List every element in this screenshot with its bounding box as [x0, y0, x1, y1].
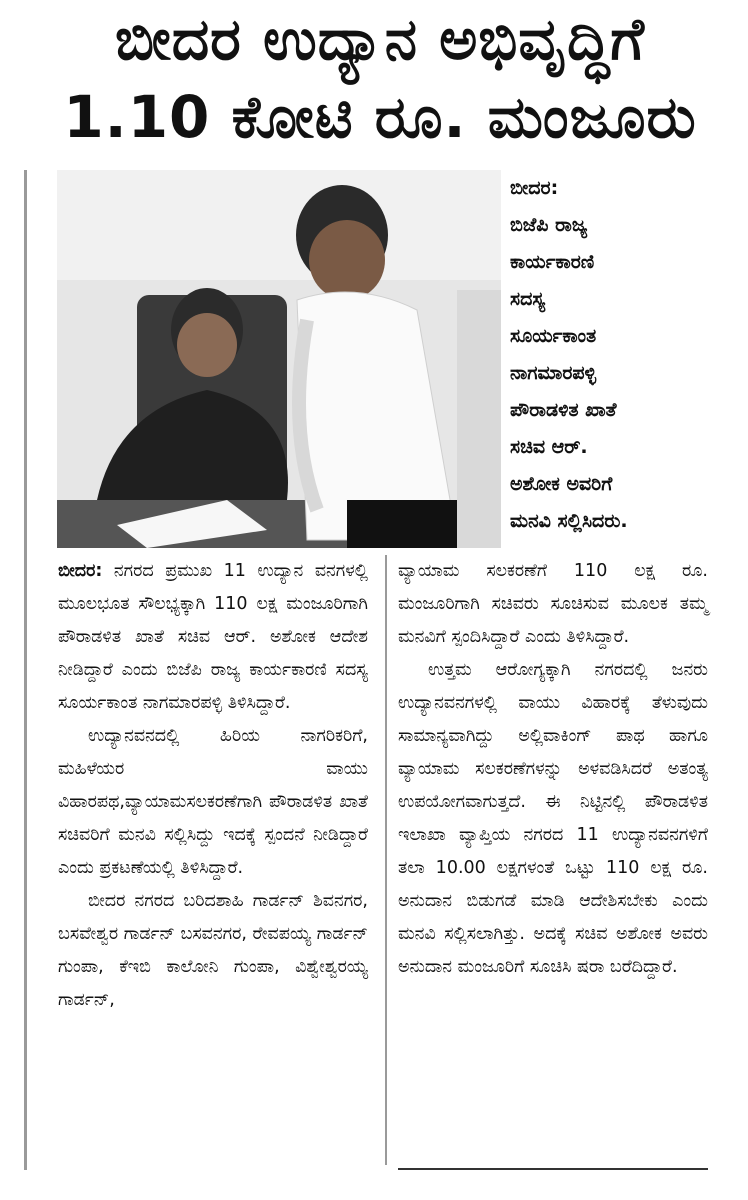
caption-line: ಕಾರ್ಯಕಾರಣಿ	[510, 251, 595, 273]
photo-illustration	[57, 170, 501, 548]
article-paragraph: ಉದ್ಯಾನವನದಲ್ಲಿ ಹಿರಿಯ ನಾಗರಿಕರಿಗೆ, ಮಹಿಳೆಯರ ವಾಯು ವಿಹಾರಪಥ,ವ್ಯಾಯಾಮಸಲಕರಣೆಗಾಗಿ ಪೌರಾಡಳಿತ ಖಾತೆ ಸಚಿವರಿಗೆ ಮನವಿ ಸಲ್ಲಿಸಿದ್ದು ಇದಕ್ಕೆ ಸ್ಪಂದನೆ ನೀಡಿದ್ದಾರೆ ಎಂದು ಪ್ರಕಟಣೆಯಲ್ಲಿ ತಿಳಿಸಿದ್ದಾರೆ.	[58, 726, 368, 878]
article-paragraph	[58, 555, 368, 720]
article-column-left	[58, 555, 368, 1017]
caption-line: ಸಚಿವ ಆರ್.	[510, 436, 588, 458]
dateline: ಬೀದರ:	[58, 561, 103, 581]
bottom-rule	[398, 1168, 708, 1170]
article-paragraph: ಬೀದರ ನಗರದ ಬರಿದಶಾಹಿ ಗಾರ್ಡನ್ ಶಿವನಗರ, ಬಸವೇಶ್ವರ ಗಾರ್ಡನ್ ಬಸವನಗರ, ರೇವಪಯ್ಯ ಗಾರ್ಡನ್ ಗುಂಪಾ, ಕೆಇಬಿ ಕಾಲೋನಿ ಗುಂಪಾ, ವಿಶ್ವೇಶ್ವರಯ್ಯ ಗಾರ್ಡನ್,	[58, 891, 368, 1010]
column-divider	[385, 555, 387, 1165]
caption-line: ಮನವಿ ಸಲ್ಲಿಸಿದರು.	[510, 510, 628, 532]
headline-line-1: ಬೀದರ ಉದ್ಯಾನ ಅಭಿವೃದ್ಧಿಗೆ	[115, 5, 645, 73]
article-paragraph: ಉತ್ತಮ ಆರೋಗ್ಯಕ್ಕಾಗಿ ನಗರದಲ್ಲಿ ಜನರು ಉದ್ಯಾನವನಗಳಲ್ಲಿ ವಾಯು ವಿಹಾರಕ್ಕೆ ತೆಳುವುದು ಸಾಮಾನ್ಯವಾಗಿದ್ದು ಅಲ್ಲಿವಾಕಿಂಗ್ ಪಾಥ ಹಾಗೂ ವ್ಯಾಯಾಮ ಸಲಕರಣೆಗಳನ್ನು ಅಳವಡಿಸಿದರೆ ಅತಂತ್ಯ ಉಪಯೋಗವಾಗುತ್ತದೆ. ಈ ನಿಟ್ಟಿನಲ್ಲಿ ಪೌರಾಡಳಿತ ಇಲಾಖಾ ವ್ಯಾಪ್ತಿಯ ನಗರದ 11 ಉದ್ಯಾನವನಗಳಿಗೆ ತಲಾ 10.00 ಲಕ್ಷಗಳಂತೆ ಒಟ್ಟು 110 ಲಕ್ಷ ರೂ. ಅನುದಾನ ಬಿಡುಗಡೆ ಮಾಡಿ ಆದೇಶಿಸಬೇಕು ಎಂದು ಮನವಿ ಸಲ್ಲಿಸಲಾಗಿತ್ತು. ಅದಕ್ಕೆ ಸಚಿವ ಅಶೋಕ ಅವರು ಅನುದಾನ ಮಂಜೂರಿಗೆ ಸೂಚಿಸಿ ಷರಾ ಬರೆದಿದ್ದಾರೆ.	[398, 660, 708, 977]
photo-caption	[510, 170, 735, 540]
headline	[20, 0, 740, 156]
caption-line: ಸದಸ್ಯ	[510, 288, 546, 310]
caption-line: ಅಶೋಕ ಅವರಿಗೆ	[510, 473, 613, 495]
caption-line: ಬೀದರ:	[510, 177, 559, 199]
caption-line: ಬಿಜೆಪಿ ರಾಜ್ಯ	[510, 214, 588, 236]
caption-line: ನಾಗಮಾರಪಳ್ಳಿ	[510, 362, 597, 384]
news-photo	[57, 170, 501, 548]
paragraph-text: ನಗರದ ಪ್ರಮುಖ 11 ಉದ್ಯಾನ ವನಗಳಲ್ಲಿ ಮೂಲಭೂತ ಸೌಲಭ್ಯಕ್ಕಾಗಿ 110 ಲಕ್ಷ ಮಂಜೂರಿಗಾಗಿ ಪೌರಾಡಳಿತ ಖಾತೆ ಸಚಿವ ಆರ್. ಅಶೋಕ ಆದೇಶ ನೀಡಿದ್ದಾರೆ ಎಂದು ಬಿಜೆಪಿ ರಾಜ್ಯ ಕಾರ್ಯಕಾರಣಿ ಸದಸ್ಯ ಸೂರ್ಯಕಾಂತ ನಾಗಮಾರಪಳ್ಳಿ ತಿಳಿಸಿದ್ದಾರೆ.	[58, 561, 368, 713]
article-paragraph: ವ್ಯಾಯಾಮ ಸಲಕರಣೆಗೆ 110 ಲಕ್ಷ ರೂ. ಮಂಜೂರಿಗಾಗಿ ಸಚಿವರು ಸೂಚಿಸುವ ಮೂಲಕ ತಮ್ಮ ಮನವಿಗೆ ಸ್ಪಂದಿಸಿದ್ದಾರೆ ಎಂದು ತಿಳಿಸಿದ್ದಾರೆ.	[398, 561, 708, 647]
article-column-right	[398, 555, 708, 984]
left-margin-rule	[24, 170, 27, 1170]
caption-line: ಪೌರಾಡಳಿತ ಖಾತೆ	[510, 399, 617, 421]
headline-line-2: 1.10 ಕೋಟಿ ರೂ. ಮಂಜೂರು	[63, 83, 697, 151]
caption-line: ಸೂರ್ಯಕಾಂತ	[510, 325, 597, 347]
